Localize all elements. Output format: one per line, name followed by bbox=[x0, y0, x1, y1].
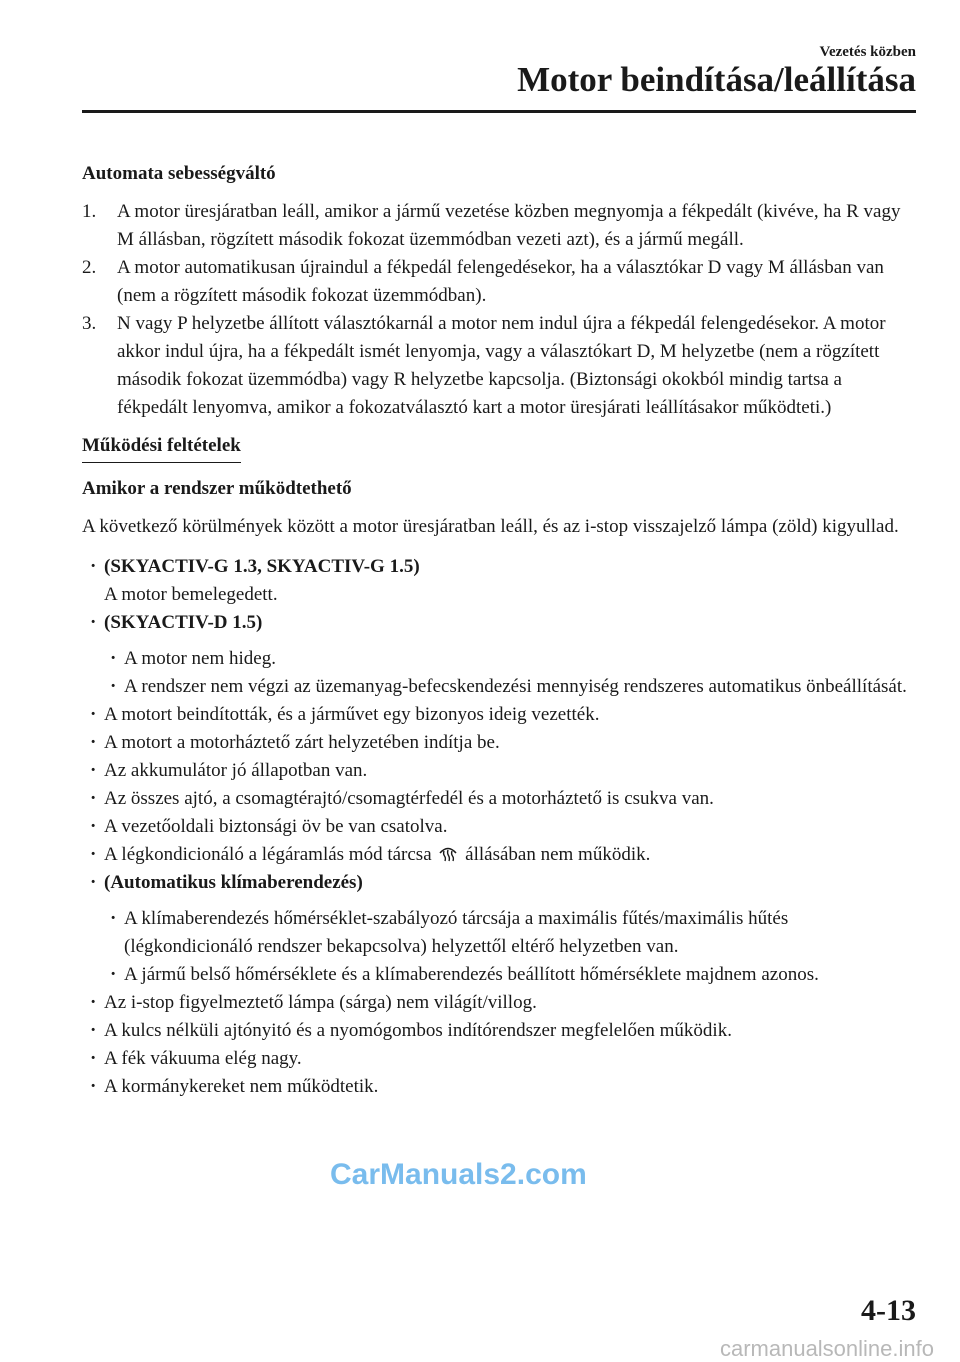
list-item bbox=[82, 310, 916, 422]
list-item: · Az akkumulátor jó állapotban van. bbox=[82, 757, 916, 785]
list-item: · A rendszer nem végzi az üzemanyag-befecskendezési mennyiség rendszeres automatikus önbeállítását. bbox=[82, 673, 916, 701]
page-number: 4-13 bbox=[861, 1294, 916, 1327]
list-item: · A fék vákuuma elég nagy. bbox=[82, 1045, 916, 1073]
list-item: · A kormánykereket nem működtetik. bbox=[82, 1073, 916, 1101]
item-number: 3. bbox=[82, 313, 97, 334]
ac-text-after: állásában nem működik. bbox=[465, 844, 651, 865]
list-item bbox=[82, 198, 916, 254]
footer-site: carmanualsonline.info bbox=[719, 1336, 934, 1361]
page-title: Motor beindítása/leállítása bbox=[517, 60, 916, 99]
list-item: · Az összes ajtó, a csomagtérajtó/csomagtérfedél és a motorháztető is csukva van. bbox=[82, 785, 916, 813]
watermark: CarManuals2.com bbox=[330, 1158, 587, 1191]
list-item bbox=[82, 254, 916, 310]
header-section: Vezetés közben bbox=[819, 44, 916, 60]
list-item: · A motort beindították, és a járművet egy bizonyos ideig vezették. bbox=[82, 701, 916, 729]
item-text: A motor üresjáratban leáll, amikor a jármű vezetése közben megnyomja a fékpedált (kivéve, ha R vagy M állásban, rögzített második fokozat üzemmódban vezeti azt), és a jármű megáll. bbox=[117, 201, 901, 250]
item-number: 2. bbox=[82, 257, 97, 278]
list-item: · A motort a motorháztető zárt helyzetében indítja be. bbox=[82, 729, 916, 757]
automatic-heading: Automata sebességváltó bbox=[82, 163, 276, 184]
numbered-list bbox=[82, 198, 916, 422]
item-text: A motor automatikusan újraindul a fékpedál felengedésekor, ha a választókar D vagy M állásban van (nem a rögzített második fokozat üzemmódban). bbox=[117, 257, 884, 306]
defroster-mode-icon bbox=[438, 843, 458, 863]
skyactiv-g-label: · (SKYACTIV-G 1.3, SKYACTIV-G 1.5) bbox=[82, 553, 916, 581]
ac-text-before: A légkondicionáló a légáramlás mód tárcsa bbox=[104, 844, 432, 865]
list-item: · A motor nem hideg. bbox=[82, 645, 916, 673]
list-item: · A kulcs nélküli ajtónyitó és a nyomógombos indítórendszer megfelelően működik. bbox=[82, 1017, 916, 1045]
skyactiv-g-text: A motor bemelegedett. bbox=[104, 584, 278, 605]
list-item: · A jármű belső hőmérséklete és a klímaberendezés beállított hőmérséklete majdnem azonos. bbox=[82, 961, 916, 989]
conditions-intro: A következő körülmények között a motor üresjáratban leáll, és az i-stop visszajelző lámpa (zöld) kigyullad. bbox=[82, 516, 899, 537]
skyactiv-d-label: · (SKYACTIV-D 1.5) bbox=[82, 609, 916, 637]
item-number: 1. bbox=[82, 201, 97, 222]
conditions-subheading: Amikor a rendszer működtethető bbox=[82, 478, 352, 499]
climate-label: · (Automatikus klímaberendezés) bbox=[82, 869, 916, 897]
list-item-ac bbox=[82, 841, 916, 869]
conditions-heading: Működési feltételek bbox=[82, 432, 241, 463]
header-rule bbox=[82, 110, 916, 113]
item-text: N vagy P helyzetbe állított választókarnál a motor nem indul újra a fékpedál felengedésekor. A motor akkor indul újra, ha a fékpedált ismét lenyomja, vagy a választókart D, M helyzetbe (nem a rögzített második fokozat üzemmódba) vagy R helyzetbe kapcsolja. (Biztonsági okokból mindig tartsa a fékpedált lenyomva, amikor a fokozatválasztó kart a motor üresjárati leállításakor működteti.) bbox=[117, 313, 886, 418]
list-item: · A klímaberendezés hőmérséklet-szabályozó tárcsája a maximális fűtés/maximális hűtés (légkondicionáló rendszer bekapcsolva) helyzettől eltérő helyzetben van. bbox=[82, 905, 916, 961]
content bbox=[82, 160, 916, 1101]
list-item: · Az i-stop figyelmeztető lámpa (sárga) nem világít/villog. bbox=[82, 989, 916, 1017]
list-item: · A vezetőoldali biztonsági öv be van csatolva. bbox=[82, 813, 916, 841]
